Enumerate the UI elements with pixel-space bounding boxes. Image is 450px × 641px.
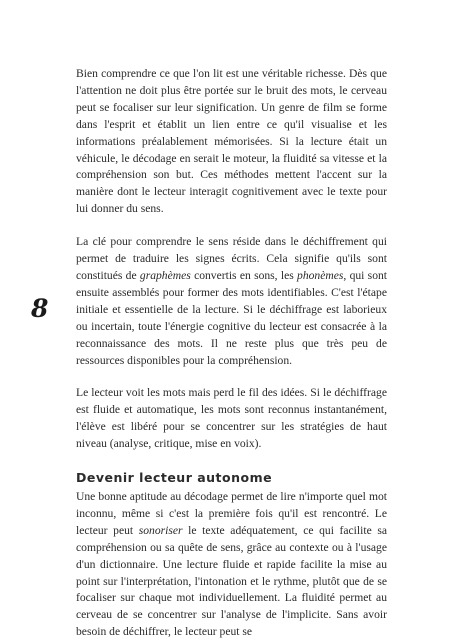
paragraph-text: convertis en sons, les bbox=[190, 268, 298, 282]
paragraph-text: La clé pour comprendre le sens réside dans le déchiffrement qui permet de traduire les signes écrits. Cela signifie qu'ils sont constitués de bbox=[76, 235, 387, 282]
paragraph-text: le texte adéquatement, ce qui facilite sa compréhension ou sa quête de sens, grâce au contexte ou à l'usage d'un dictionnaire. Une lecture fluide et rapide facilite la mise au point sur l'interprétation, l'intonation et le rythme, plutôt que de se focaliser sur chaque mot individuellement. La fluidité permet au cerveau de se concentrer sur l'analyse de l'implicite. Sans avoir besoin de déchiffrer, le lecteur peut se bbox=[76, 523, 387, 639]
page-body bbox=[76, 66, 387, 641]
paragraph-text: Une bonne aptitude au décodage permet de lire n'importe quel mot inconnu, même si c'est la première fois qu'il est rencontré. Le lecteur peut bbox=[76, 490, 387, 537]
section-heading: Devenir lecteur autonome bbox=[76, 470, 273, 486]
term-phonemes: phonèmes bbox=[297, 268, 344, 282]
paragraph-deciphering bbox=[76, 234, 387, 369]
paragraph-reading-comprehension bbox=[76, 66, 387, 218]
paragraph-text: , qui sont ensuite assemblés pour former des mots identifiables. C'est l'étape initiale et essentielle de la lecture. Si le déchiffrage est laborieux ou incertain, toute l'énergie cognitive du lecteur est consacrée à la reconnaissance des mots. Il ne reste plus que très peu de ressources disponibles pour la compréhension. bbox=[76, 268, 388, 367]
paragraph-text: Le lecteur voit les mots mais perd le fil des idées. Si le déchiffrage est fluide et automatique, les mots sont reconnus instantanément, l'élève est libéré pour se concentrer sur les stratégies de haut niveau (analyse, critique, mise en voix). bbox=[76, 386, 387, 451]
term-graphemes: graphèmes bbox=[139, 268, 191, 282]
page-number: 8 bbox=[31, 294, 49, 323]
paragraph-text: Bien comprendre ce que l'on lit est une véritable richesse. Dès que l'attention ne doit plus être portée sur le bruit des mots, le cerveau peut se focaliser sur leur signification. Un genre de film se forme dans l'esprit et établit un lien entre ce qu'il visualise et les informations préalablement mémorisées. Si la lecture était un véhicule, le décodage en serait le moteur, la fluidité sa vitesse et la compréhension son but. Ces méthodes mettent l'accent sur la manière dont le lecteur interagit cognitivement avec le texte pour lui donner du sens. bbox=[76, 67, 387, 216]
paragraph-reader-loses-thread bbox=[76, 385, 387, 453]
term-sonoriser: sonoriser bbox=[138, 523, 183, 537]
paragraph-autonomous-reader bbox=[76, 489, 387, 641]
